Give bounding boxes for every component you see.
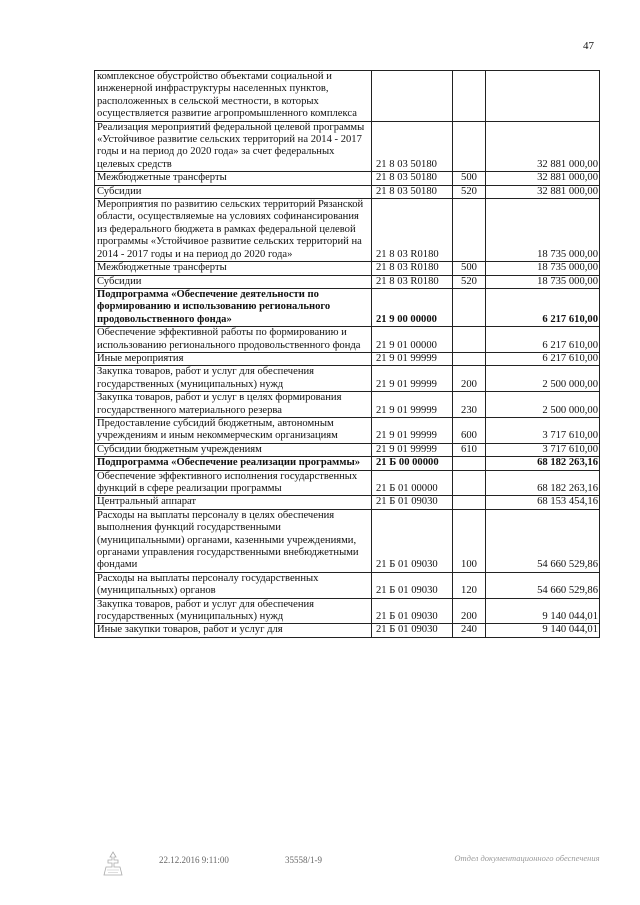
cell-sum: 32 881 000,00 xyxy=(486,185,600,198)
cell-code: 21 9 01 99999 xyxy=(372,366,453,392)
cell-code: 21 Б 01 09030 xyxy=(372,598,453,624)
budget-table xyxy=(94,70,600,638)
cell-code: 21 9 01 99999 xyxy=(372,352,453,365)
cell-name: Закупка товаров, работ и услуг в целях формирования государственного материального резерва xyxy=(95,392,372,418)
cell-code: 21 Б 01 09030 xyxy=(372,572,453,598)
cell-code: 21 Б 01 09030 xyxy=(372,509,453,572)
cell-code xyxy=(372,71,453,122)
table-row xyxy=(95,352,600,365)
cell-name: комплексное обустройство объектами социальной и инженерной инфраструктуры населенных пунктов, расположенных в сельской местности, в которых осуществляется развитие агропромышленного комплекса xyxy=(95,71,372,122)
table-row xyxy=(95,185,600,198)
cell-name: Расходы на выплаты персоналу в целях обеспечения выполнения функций государственными (муниципальными) органами, казенными учреждениями, органами управления государственными внебюджетными фондами xyxy=(95,509,372,572)
table-row xyxy=(95,509,600,572)
cell-sum: 18 735 000,00 xyxy=(486,262,600,275)
cell-sum: 32 881 000,00 xyxy=(486,121,600,172)
footer-date: 22.12.2016 9:11:00 xyxy=(159,855,229,865)
cell-name: Субсидии xyxy=(95,185,372,198)
cell-code: 21 8 03 50180 xyxy=(372,185,453,198)
cell-sum: 54 660 529,86 xyxy=(486,572,600,598)
cell-vr: 520 xyxy=(453,185,486,198)
table-row xyxy=(95,262,600,275)
cell-vr xyxy=(453,71,486,122)
table-row xyxy=(95,496,600,509)
table-row xyxy=(95,71,600,122)
cell-vr: 610 xyxy=(453,443,486,456)
cell-vr xyxy=(453,199,486,262)
cell-vr xyxy=(453,470,486,496)
cell-sum: 54 660 529,86 xyxy=(486,509,600,572)
cell-sum: 18 735 000,00 xyxy=(486,275,600,288)
cell-code: 21 Б 01 09030 xyxy=(372,496,453,509)
cell-sum: 6 217 610,00 xyxy=(486,327,600,353)
cell-vr: 200 xyxy=(453,598,486,624)
cell-sum: 2 500 000,00 xyxy=(486,366,600,392)
cell-sum: 68 182 263,16 xyxy=(486,470,600,496)
footer-doc-number: 35558/1-9 xyxy=(285,855,322,865)
cell-vr xyxy=(453,288,486,326)
cell-vr: 520 xyxy=(453,275,486,288)
cell-sum xyxy=(486,71,600,122)
cell-vr: 500 xyxy=(453,172,486,185)
cell-code: 21 9 00 00000 xyxy=(372,288,453,326)
table-row xyxy=(95,470,600,496)
cell-code: 21 Б 01 09030 xyxy=(372,624,453,637)
cell-code: 21 8 03 50180 xyxy=(372,172,453,185)
table-row xyxy=(95,417,600,443)
cell-vr: 500 xyxy=(453,262,486,275)
table-row xyxy=(95,392,600,418)
cell-sum: 32 881 000,00 xyxy=(486,172,600,185)
cell-name: Иные закупки товаров, работ и услуг для xyxy=(95,624,372,637)
cell-code: 21 9 01 00000 xyxy=(372,327,453,353)
cell-name: Субсидии xyxy=(95,275,372,288)
cell-name: Подпрограмма «Обеспечение деятельности по формированию и использованию регионального продовольственного фонда» xyxy=(95,288,372,326)
cell-name: Предоставление субсидий бюджетным, автономным учреждениям и иным некоммерческим организациям xyxy=(95,417,372,443)
cell-vr: 100 xyxy=(453,509,486,572)
cell-sum: 68 182 263,16 xyxy=(486,457,600,470)
table-row xyxy=(95,327,600,353)
cell-code: 21 8 03 R0180 xyxy=(372,199,453,262)
table-row xyxy=(95,275,600,288)
cell-code: 21 Б 00 00000 xyxy=(372,457,453,470)
cell-name: Закупка товаров, работ и услуг для обеспечения государственных (муниципальных) нужд xyxy=(95,598,372,624)
page-number: 47 xyxy=(583,40,594,52)
cell-sum: 18 735 000,00 xyxy=(486,199,600,262)
coat-of-arms-icon xyxy=(102,851,124,877)
cell-code: 21 9 01 99999 xyxy=(372,443,453,456)
department-stamp: Отдел документационного обеспечения xyxy=(454,853,600,863)
cell-vr xyxy=(453,327,486,353)
cell-sum: 3 717 610,00 xyxy=(486,417,600,443)
cell-vr: 230 xyxy=(453,392,486,418)
cell-name: Субсидии бюджетным учреждениям xyxy=(95,443,372,456)
table-row xyxy=(95,199,600,262)
cell-sum: 2 500 000,00 xyxy=(486,392,600,418)
cell-name: Обеспечение эффективной работы по формированию и использованию регионального продовольственного фонда xyxy=(95,327,372,353)
table-row xyxy=(95,443,600,456)
budget-table-body xyxy=(95,71,600,638)
cell-vr: 600 xyxy=(453,417,486,443)
cell-sum: 9 140 044,01 xyxy=(486,624,600,637)
cell-sum: 9 140 044,01 xyxy=(486,598,600,624)
table-row xyxy=(95,366,600,392)
table-row xyxy=(95,457,600,470)
cell-code: 21 Б 01 00000 xyxy=(372,470,453,496)
cell-sum: 68 153 454,16 xyxy=(486,496,600,509)
cell-name: Иные мероприятия xyxy=(95,352,372,365)
table-row xyxy=(95,288,600,326)
table-row xyxy=(95,624,600,637)
cell-name: Подпрограмма «Обеспечение реализации программы» xyxy=(95,457,372,470)
cell-vr xyxy=(453,457,486,470)
cell-name: Расходы на выплаты персоналу государственных (муниципальных) органов xyxy=(95,572,372,598)
cell-vr: 240 xyxy=(453,624,486,637)
cell-vr xyxy=(453,496,486,509)
cell-name: Межбюджетные трансферты xyxy=(95,172,372,185)
table-row xyxy=(95,172,600,185)
cell-name: Мероприятия по развитию сельских территорий Рязанской области, осуществляемые на условиях софинансирования из федерального бюджета в рамках федеральной целевой программы «Устойчивое развитие сельских территорий на 2014 - 2017 годы и на период до 2020 года» xyxy=(95,199,372,262)
cell-vr xyxy=(453,121,486,172)
cell-sum: 6 217 610,00 xyxy=(486,288,600,326)
cell-name: Центральный аппарат xyxy=(95,496,372,509)
cell-vr: 200 xyxy=(453,366,486,392)
cell-code: 21 8 03 R0180 xyxy=(372,262,453,275)
cell-sum: 3 717 610,00 xyxy=(486,443,600,456)
table-row xyxy=(95,598,600,624)
cell-code: 21 8 03 50180 xyxy=(372,121,453,172)
table-row xyxy=(95,121,600,172)
cell-name: Межбюджетные трансферты xyxy=(95,262,372,275)
cell-code: 21 9 01 99999 xyxy=(372,392,453,418)
cell-name: Обеспечение эффективного исполнения государственных функций в сфере реализации программы xyxy=(95,470,372,496)
table-row xyxy=(95,572,600,598)
cell-code: 21 8 03 R0180 xyxy=(372,275,453,288)
cell-name: Закупка товаров, работ и услуг для обеспечения государственных (муниципальных) нужд xyxy=(95,366,372,392)
cell-sum: 6 217 610,00 xyxy=(486,352,600,365)
cell-name: Реализация мероприятий федеральной целевой программы «Устойчивое развитие сельских территорий на 2014 - 2017 годы и на период до 2020 года» за счет федеральных целевых средств xyxy=(95,121,372,172)
cell-code: 21 9 01 99999 xyxy=(372,417,453,443)
cell-vr: 120 xyxy=(453,572,486,598)
cell-vr xyxy=(453,352,486,365)
